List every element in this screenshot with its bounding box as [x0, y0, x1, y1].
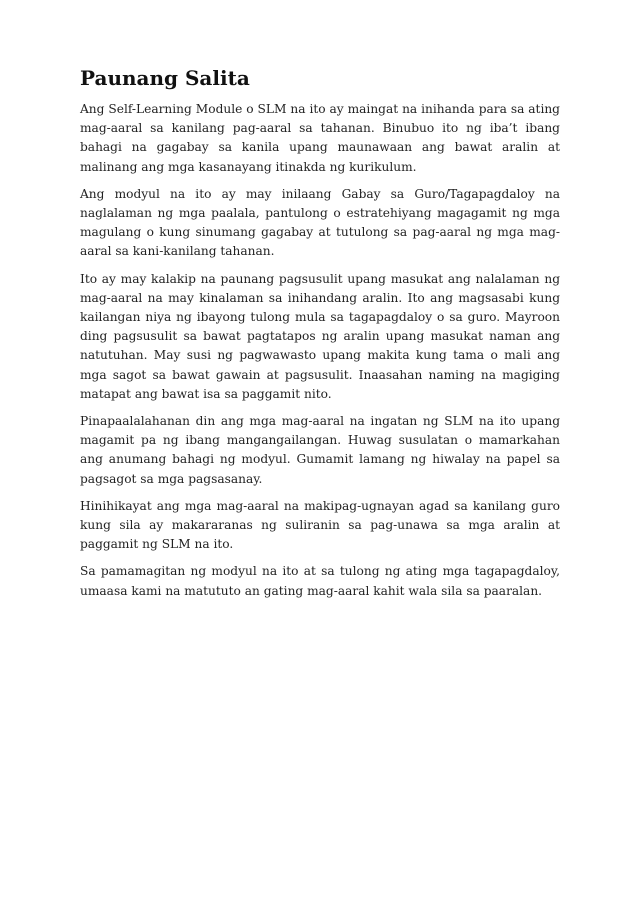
- paragraph-contact-teacher: Hinihikayat ang mga mag-aaral na makipag-ugnayan agad sa kanilang guro kung sila ay makararanas ng suliranin sa pag-unawa sa mga aralin at paggamit ng SLM na ito.: [80, 498, 560, 552]
- paragraph-pretest: Ito ay may kalakip na paunang pagsusulit upang masukat ang nalalaman ng mag-aaral na may kinalaman sa inihandang aralin. Ito ang magsasabi kung kailangan niya ng ibayong tulong mula sa tagapagdaloy o sa guro. Mayroon ding pagsusulit sa bawat pagtatapos ng aralin upang masukat naman ang natutuhan. May susi ng pagwawasto upang makita kung tama o mali ang mga sagot sa bawat gawain at pagsusulit. Inaasahan naming na magiging matapat ang bawat isa sa paggamit nito.: [80, 271, 560, 401]
- page-content: [80, 64, 560, 609]
- page-title: Paunang Salita: [80, 66, 250, 90]
- paragraph-closing: Sa pamamagitan ng modyul na ito at sa tulong ng ating mga tagapagdaloy, umaasa kami na matututo an gating mag-aaral kahit wala sila sa paaralan.: [80, 564, 560, 598]
- paragraph-intro: Ang Self-Learning Module o SLM na ito ay maingat na inihanda para sa ating mag-aaral sa kanilang pag-aaral sa tahanan. Binubuo ito ng iba’t ibang bahagi na gagabay sa kanila upang maunawaan ang bawat aralin at malinang ang mga kasanayang itinakda ng kurikulum.: [80, 102, 560, 174]
- paragraph-teacher-guide: Ang modyul na ito ay may inilaang Gabay sa Guro/Tagapagdaloy na naglalaman ng mga paalala, pantulong o estratehiyang magagamit ng mga magulang o kung sinumang gagabay at tutulong sa pag-aaral ng mga mag-aaral sa kani-kanilang tahanan.: [80, 186, 560, 259]
- paragraph-care-reminder: Pinapaalalahanan din ang mga mag-aaral na ingatan ng SLM na ito upang magamit pa ng ibang mangangailangan. Huwag susulatan o mamarkahan ang anumang bahagi ng modyul. Gumamit lamang ng hiwalay na papel sa pagsagot sa mga pagsasanay.: [80, 414, 560, 486]
